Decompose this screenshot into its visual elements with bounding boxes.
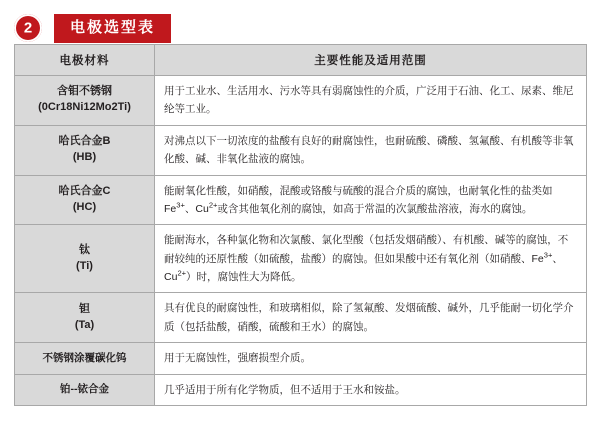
table-row (15, 76, 587, 126)
table-row (15, 293, 587, 343)
cell-material (15, 225, 155, 293)
section-number-badge (14, 14, 42, 42)
description-part1: 能耐氧化性酸，如硝酸，混酸或铬酸与硫酸的混合介质的腐蚀，也耐氧化性的盐类如Fe (164, 184, 553, 215)
material-name-line2: (HB) (72, 151, 97, 164)
page-header (0, 0, 600, 44)
material-name-line2: (Ti) (76, 259, 93, 272)
table-container (0, 44, 600, 406)
electrode-selection-table (14, 44, 587, 406)
material-name-line1: 哈氏合金B (58, 135, 111, 148)
description-part3: ）时，腐蚀性大为降低。 (186, 271, 302, 283)
table-row (15, 225, 587, 293)
table-header-row (15, 45, 587, 76)
material-name-line2: (HC) (72, 200, 97, 213)
table-row (15, 374, 587, 405)
description-part3: 或含其他氧化剂的腐蚀，如高于常温的次氯酸盐溶液，海水的腐蚀。 (217, 202, 533, 215)
cell-material: 铂--铱合金 (15, 374, 155, 405)
cell-material (15, 125, 155, 175)
description-superscript1: 3+ (543, 250, 553, 260)
material-name-line1: 钛 (79, 243, 90, 256)
description-superscript2: 2+ (208, 200, 218, 210)
cell-description: 用于无腐蚀性，强磨损型介质。 (155, 343, 587, 374)
cell-description: 具有优良的耐腐蚀性，和玻璃相似，除了氢氟酸、发烟硫酸、碱外，几乎能耐一切化学介质（包括盐酸，硝酸，硫酸和王水）的腐蚀。 (155, 293, 587, 343)
description-part2: 、Cu (184, 202, 209, 215)
material-name-line1: 钽 (79, 302, 90, 315)
material-name-line1: 含钼不锈钢 (57, 85, 112, 98)
cell-material (15, 293, 155, 343)
cell-material (15, 76, 155, 126)
cell-material: 不锈钢涂覆碳化钨 (15, 343, 155, 374)
page-title: 电极选型表 (54, 14, 171, 43)
cell-description: 用于工业水、生活用水、污水等具有弱腐蚀性的介质，广泛用于石油、化工、尿素、维尼纶等工业。 (155, 76, 587, 126)
cell-description: 对沸点以下一切浓度的盐酸有良好的耐腐蚀性，也耐硫酸、磷酸、氢氟酸、有机酸等非氧化酸、碱、非氧化盐液的腐蚀。 (155, 125, 587, 175)
cell-material (15, 175, 155, 225)
description-part1: 能耐海水，各种氯化物和次氯酸、氯化型酸（包括发烟硝酸）、有机酸、碱等的腐蚀，不耐较纯的还原性酸（如硫酸，盐酸）的腐蚀。但如果酸中还有氧化剂（如硝酸、Fe (164, 234, 569, 265)
material-name-line2: (Ta) (74, 318, 95, 331)
description-part2: 、Cu (164, 252, 563, 283)
table-row (15, 343, 587, 374)
material-name-line1: 哈氏合金C (58, 184, 111, 197)
table-row (15, 175, 587, 225)
column-header-material: 电极材料 (15, 45, 155, 76)
column-header-description: 主要性能及适用范围 (155, 45, 587, 76)
description-superscript2: 2+ (177, 268, 187, 278)
section-number: 2 (23, 19, 33, 36)
description-superscript1: 3+ (176, 200, 185, 210)
cell-description: 几乎适用于所有化学物质，但不适用于王水和铵盐。 (155, 374, 587, 405)
table-row (15, 125, 587, 175)
cell-description (155, 225, 587, 293)
material-name-line2: (0Cr18Ni12Mo2Ti) (38, 101, 131, 114)
cell-description (155, 175, 587, 225)
